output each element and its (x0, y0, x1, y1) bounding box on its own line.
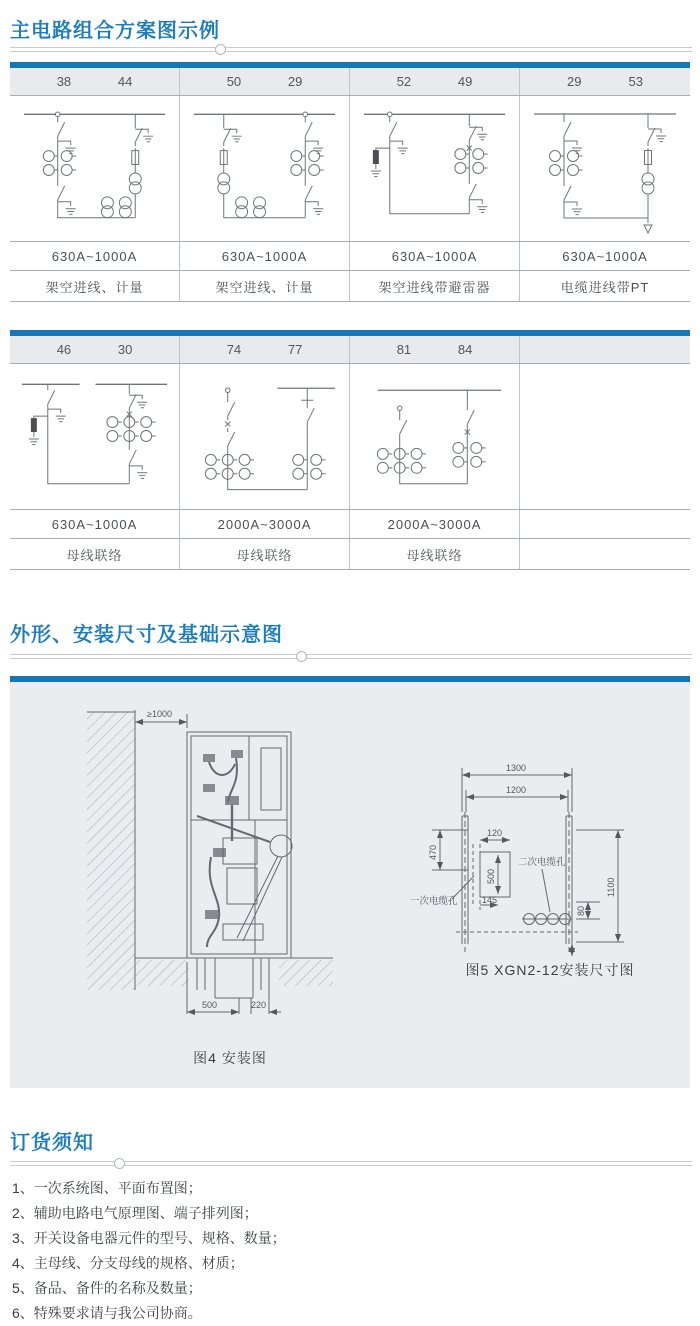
table-desc-row (10, 270, 690, 302)
figure5-caption: 图5 XGN2-12安装尺寸图 (465, 962, 635, 978)
one-line-diagram-cable-pt (520, 96, 690, 239)
rating-cell: 630A~1000A (180, 242, 350, 270)
scheme-numbers: 29 53 (567, 74, 643, 89)
section-title-dimensions: 外形、安装尺寸及基础示意图 (10, 624, 283, 646)
table-header-row (10, 336, 690, 364)
rating-cell: 630A~1000A (10, 510, 180, 538)
table-rating-row (10, 509, 690, 538)
diagram-cell (180, 96, 350, 241)
scheme-numbers: 81 84 (350, 336, 520, 363)
svg-text:145: 145 (482, 895, 498, 905)
rating-cell: 630A~1000A (350, 242, 520, 270)
desc-cell: 母线联络 (10, 539, 180, 569)
section-title-main-circuit: 主电路组合方案图示例 (10, 20, 220, 42)
ordering-item: 6、特殊要求请与我公司协商。 (12, 1305, 202, 1321)
table-header-row (10, 68, 690, 96)
desc-cell: 架空进线、计量 (180, 271, 350, 301)
title-divider (10, 1161, 692, 1166)
diagram-cell (350, 96, 520, 241)
one-line-diagram-bus-tie (10, 364, 179, 507)
one-line-diagram-bus-tie (180, 364, 349, 507)
ordering-item: 2、辅助电路电气原理图、端子排列图； (12, 1205, 258, 1221)
diagram-cell (350, 364, 520, 509)
svg-text:80: 80 (576, 905, 586, 916)
ordering-item: 1、一次系统图、平面布置图； (12, 1180, 202, 1196)
table-desc-row (10, 538, 690, 570)
diagram-cell (180, 364, 350, 509)
svg-text:220: 220 (251, 1000, 267, 1010)
rating-cell: 2000A~3000A (350, 510, 520, 538)
ordering-item: 4、主母线、分支母线的规格、材质； (12, 1255, 244, 1271)
one-line-diagram-overhead-metering (10, 96, 179, 239)
svg-text:≥1000: ≥1000 (147, 709, 172, 719)
diagram-cell (10, 96, 180, 241)
scheme-table-2 (10, 330, 690, 570)
desc-cell: 电缆进线带PT (560, 279, 650, 295)
divider-dot (114, 1158, 125, 1169)
scheme-table-1 (10, 62, 690, 302)
table-rating-row (10, 241, 690, 270)
divider-dot (296, 651, 307, 662)
one-line-diagram-overhead-metering (180, 96, 349, 239)
section-title-ordering: 订货须知 (10, 1132, 94, 1154)
ordering-notes-list (12, 1176, 286, 1326)
diagram-cell-empty (520, 364, 690, 509)
svg-text:1300: 1300 (506, 763, 527, 773)
svg-text:二次电缆孔: 二次电缆孔 (518, 857, 566, 868)
desc-cell: 架空进线带避雷器 (350, 271, 520, 301)
svg-text:120: 120 (487, 828, 503, 838)
scheme-numbers: 74 77 (180, 336, 350, 363)
one-line-diagram-bus-tie (350, 364, 519, 507)
figure-installation-side-view (85, 698, 335, 1043)
desc-cell: 母线联络 (180, 539, 350, 569)
title-divider (10, 47, 692, 52)
scheme-numbers: 52 49 (350, 68, 520, 95)
rating-cell: 2000A~3000A (180, 510, 350, 538)
svg-text:500: 500 (202, 1000, 218, 1010)
rating-cell: 630A~1000A (562, 248, 648, 264)
desc-cell (520, 539, 690, 569)
figure-foundation-dimensions (410, 752, 690, 957)
divider-dot (215, 44, 226, 55)
scheme-numbers: 46 30 (10, 336, 180, 363)
table-diagram-row (10, 96, 690, 241)
scheme-numbers (520, 336, 690, 363)
table-diagram-row (10, 364, 690, 509)
desc-cell: 母线联络 (350, 539, 520, 569)
svg-text:500: 500 (486, 868, 496, 884)
desc-cell: 架空进线、计量 (10, 271, 180, 301)
scheme-numbers: 50 29 (180, 68, 350, 95)
one-line-diagram-overhead-arrester (350, 96, 519, 239)
ordering-item: 5、备品、备件的名称及数量； (12, 1280, 202, 1296)
dimension-figure-panel (10, 676, 690, 1088)
diagram-cell (10, 364, 180, 509)
svg-text:一次电缆孔: 一次电缆孔 (410, 896, 458, 907)
svg-text:1100: 1100 (606, 877, 616, 897)
title-divider (10, 654, 692, 659)
ordering-item: 3、开关设备电器元件的型号、规格、数量； (12, 1230, 286, 1246)
figure4-caption: 图4 安装图 (193, 1050, 267, 1066)
scheme-numbers: 38 44 (10, 68, 180, 95)
rating-cell: 630A~1000A (10, 242, 180, 270)
diagram-cell (520, 96, 690, 241)
svg-text:470: 470 (428, 844, 438, 860)
rating-cell (520, 510, 690, 538)
svg-text:1200: 1200 (506, 785, 527, 795)
